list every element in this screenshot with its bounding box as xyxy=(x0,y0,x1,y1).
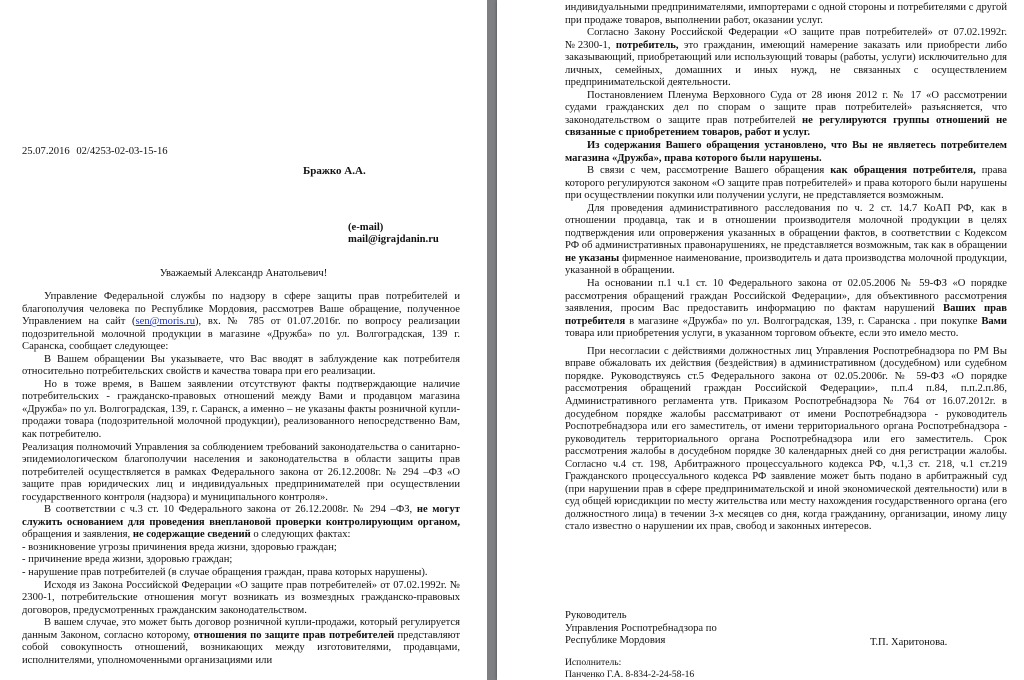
email-address: mail@igrajdanin.ru xyxy=(348,234,439,245)
list-item: - нарушение прав потребителей (в случае обращения граждан, права которых нарушены). xyxy=(22,567,428,579)
paragraph: В связи с чем, рассмотрение Вашего обращения как обращения потребителя, права которого регулируются законом «О защите прав потребителей» и права которого были нарушены при осуществлении покупки или получении услуги, не представляется возможным. xyxy=(565,165,1007,202)
executor-contact: Панченко Г.А. 8-834-2-24-58-16 xyxy=(565,669,695,680)
signature-region: Республике Мордовия xyxy=(565,635,666,646)
list-item: - причинение вреда жизни, здоровью граждан; xyxy=(22,554,233,566)
email-link[interactable]: sen@moris.ru xyxy=(135,316,196,328)
signature-title: Руководитель xyxy=(565,610,627,621)
list-item: - возникновение угрозы причинения вреда жизни, здоровью граждан; xyxy=(22,541,337,553)
paragraph: Для проведения административного расследования по ч. 2 ст. 14.7 КоАП РФ, как в отношении продавца, так и в отношении производителя молочной продукции в целях подтверждения или опровержения указанных в обращении фактов, в соответствии с Кодексом РФ об административных правонарушениях, не представляется возможным, так как в обращении не указаны фирменное наименование, производитель и дата производства молочной продукции, указанной в обращении. xyxy=(565,202,1008,277)
paragraph: В вашем случае, это может быть договор розничной купли-продажи, который регулируется данным Законом, согласно которому, отношения по защите прав потребителей представляют собой совокупность отношений, возникающих между изготовителями, продавцами, исполнителями, уполномоченными организациями или xyxy=(22,617,461,666)
paragraph: Постановлением Пленума Верховного Суда от 28 июня 2012 г. № 17 «О рассмотрении судами гражданских дел по спорам о защите прав потребителей» разъясняется, что законодательством о защите прав потребителей не регулируются группы отношений не связанные с приобретением товаров, работ и услуг. xyxy=(565,89,1007,139)
signature-block xyxy=(565,610,717,648)
letter-body-left xyxy=(22,291,460,667)
page-gap xyxy=(487,0,497,680)
outgoing-number: 02/4253-02-03-15-16 xyxy=(76,146,168,157)
paragraph: При несогласии с действиями должностных лиц Управления Роспотребнадзора по РМ Вы вправе обжаловать их действия (бездействия) в административном (досудебном) или судебном порядке. Руководствуясь ст.5 Федерального закона от 02.05.2006г. № 59-ФЗ «О порядке рассмотрения обращений граждан Российской Федерации», п.п.4 п.84, п.п.2.п.86, Административного регламента утв. Приказом Роспотребнадзора № 764 от 16.07.2012г. в досудебном порядке жалобы рассматривают от имени Роспотребнадзора - руководитель Роспотребнадзора или его заместитель, от имени территориального органа Роспотребнадзора - руководитель территориального органа Роспотребнадзора или его заместитель. Срок рассмотрения жалобы в досудебном порядке 30 календарных дней со дня регистрации жалобы. Согласно ч.4 ст. 198, Арбитражного процессуального кодекса РФ, ч.1,3 ст. 218, ч.1 ст.219 Гражданского процессуального кодекса РФ заявление может быть подано в арбитражный суд (при нарушении прав в сфере предпринимательской и иной экономической деятельности) или в суд общей юрисдикции по месту жительства или месту нахождения государственного органа (его должностного лица) в течении 3-х месяцев со дня, когда гражданину, организации, иному лицу стало известно о нарушении их прав, свобод и законных интересов. xyxy=(565,345,1007,533)
paragraph: Но в тоже время, в Вашем заявлении отсутствуют факты подтверждающие наличие потребительских - гражданско-правовых отношений между Вами и продавцом магазина «Дружба» по ул. Волгоградская, 139, г. Саранск, а именно – не указаны факты розничной купли-продажи товара (подозрительной молочной продукции), реализованного непосредственно Вам, как потребителю. xyxy=(22,378,460,441)
letter-date: 25.07.2016 xyxy=(22,146,70,157)
paragraph: Управление Федеральной службы по надзору в сфере защиты прав потребителей и благополучия человека по Республике Мордовия, рассмотрев Ваше обращение, полученное Управлением на сайт (sen@moris.ru), вх. № 785 от 01.07.2016г. по вопросу реализации подозрительной молочной продукции в магазине «Дружба» по ул. Волгоградская, 139 г. Саранска, сообщает следующее: xyxy=(22,291,460,353)
paragraph: В Вашем обращении Вы указываете, что Вас вводят в заблуждение как потребителя относительно потребительских свойств и качества товара при его реализации. xyxy=(22,353,460,378)
greeting: Уважаемый Александр Анатольевич! xyxy=(159,268,328,279)
paragraph: индивидуальными предпринимателями, импортерами с одной стороны и потребителями с другой при продаже товаров, выполнении работ, оказании услуг. xyxy=(565,2,1007,26)
executor-label: Исполнитель: xyxy=(565,657,622,668)
email-label: (e-mail) xyxy=(348,222,384,233)
date-line xyxy=(22,146,172,157)
paragraph: На основании п.1 ч.1 ст. 10 Федерального закона от 02.05.2006 № 59-ФЗ «О порядке рассмотрения обращений граждан Российской Федерации», для объективного рассмотрения заявления, просим Вас предоставить информацию по фактам нарушений Ваших прав потребителя в магазине «Дружба» по ул. Волгоградская, 139, г. Саранска . при покупке Вами товара или приобретения услуги, в указанном торговом объекте, если это имело место. xyxy=(565,278,1007,340)
letter-body-right xyxy=(565,2,1007,534)
signature-org: Управления Роспотребнадзора по xyxy=(565,622,717,634)
email-block xyxy=(348,222,439,246)
document-page-left xyxy=(0,0,487,680)
document-page-right xyxy=(497,0,1024,680)
paragraph: Из содержания Вашего обращения установлено, что Вы не являетесь потребителем магазина «Дружба», права которого были нарушены. xyxy=(565,140,1007,164)
paragraph: В соответствии с ч.3 ст. 10 Федерального закона от 26.12.2008г. № 294 –ФЗ, не могут служить основанием для проведения внеплановой проверки контролирующим органом, обращения и заявления, не содержащие сведений о следующих фактах: xyxy=(22,504,460,541)
paragraph: Реализация полномочий Управления за соблюдением требований законодательства о санитарно-эпидемиологическом благополучии населения и законодательства в области защиты прав потребителей осуществляется в рамках Федерального закона от 26.12.2008г. № 294 –ФЗ «О защите прав юридических лиц и индивидуальных предпринимателей при осуществлении государственного контроля (надзора) и муниципального контроля». xyxy=(22,441,460,503)
recipient-name: Бражко А.А. xyxy=(303,165,366,177)
executor-block xyxy=(565,657,694,680)
paragraph: Исходя из Закона Российской Федерации «О защите прав потребителей» от 07.02.1992г. № 2300-1, потребительские отношения могут возникать из возмездных гражданско-правовых договоров, предусмотренных гражданским законодательством. xyxy=(22,579,460,616)
paragraph: Согласно Закону Российской Федерации «О защите прав потребителей» от 07.02.1992г. №2300-1, потребитель, это гражданин, имеющий намерение заказать или приобрести либо заказывающий, приобретающий или использующий товары (работы, услуги) исключительно для личных, семейных, домашних и иных нужд, не связанных с осуществлением предпринимательской деятельности. xyxy=(565,27,1007,89)
signatory-name: Т.П. Харитонова. xyxy=(870,637,948,648)
